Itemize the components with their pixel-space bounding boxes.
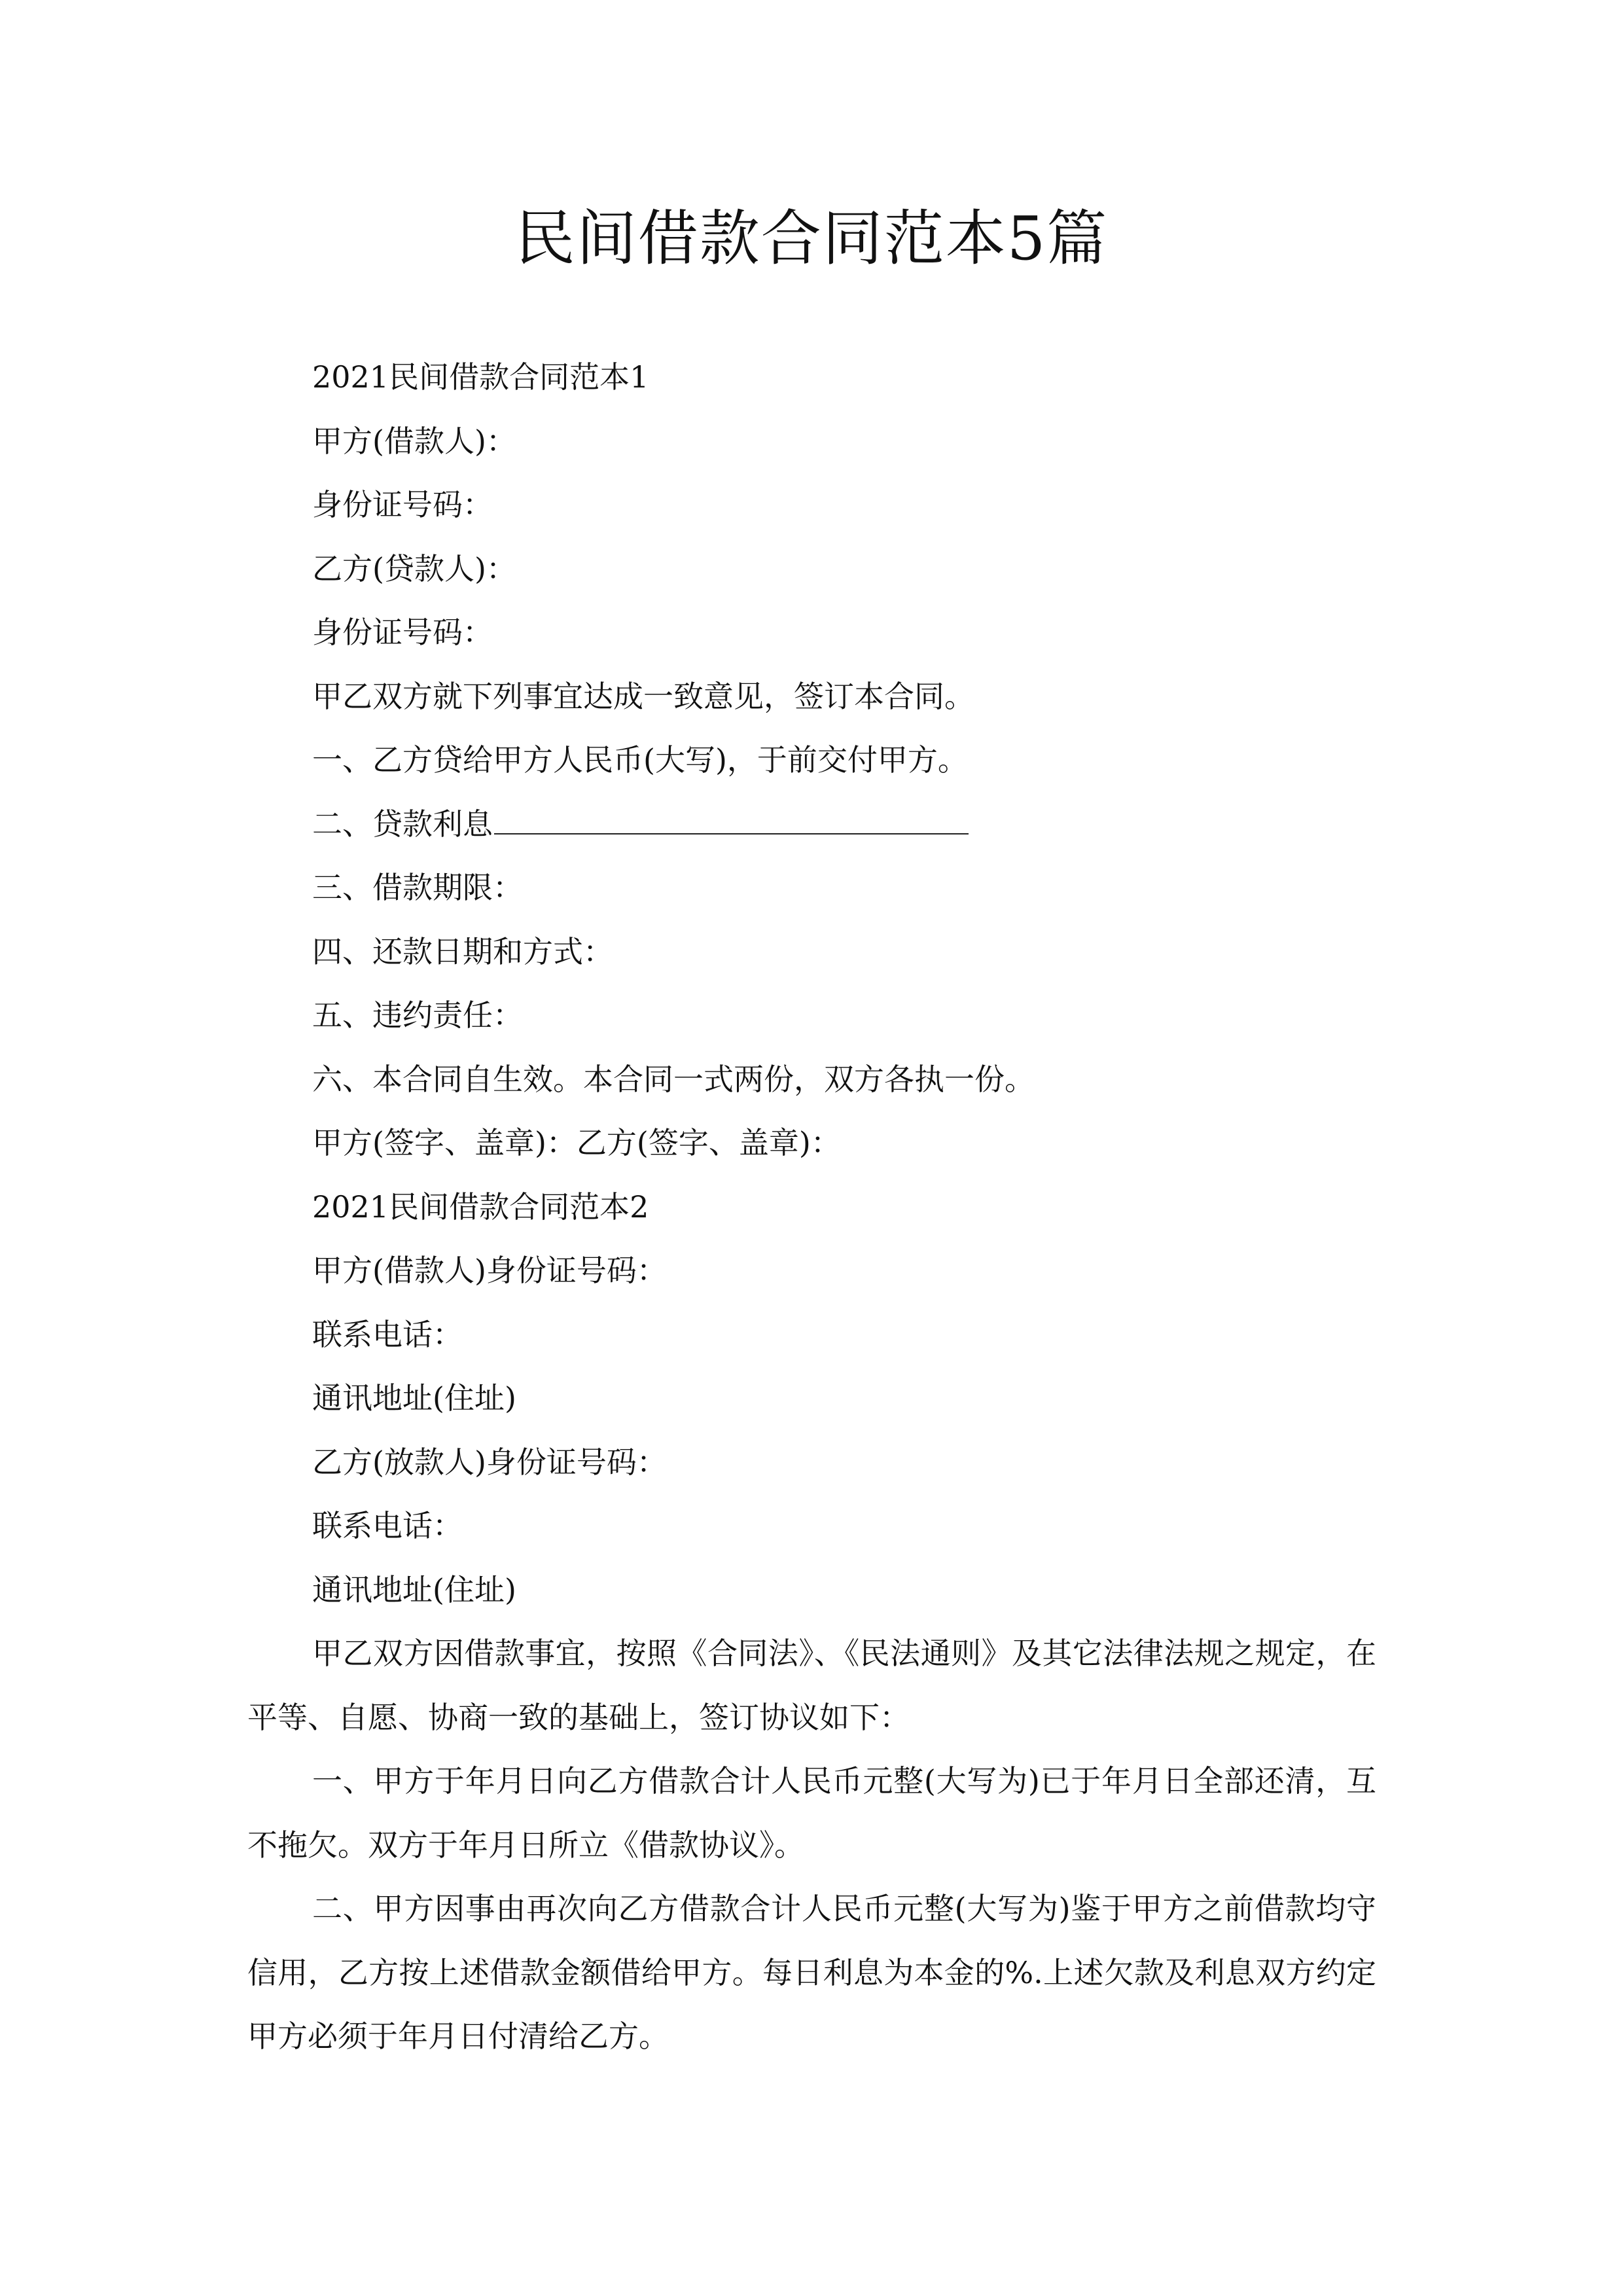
lender-address-field: 通讯地址(住址) (312, 1571, 516, 1607)
clause-1: 一、乙方贷给甲方人民币(大写)，于前交付甲方。 (312, 742, 968, 778)
section-heading-1: 2021民间借款合同范本1 (312, 359, 649, 395)
clause-2 (247, 793, 1376, 857)
clause-2-label: 二、贷款利息 (312, 806, 493, 842)
interest-blank-line (494, 793, 969, 834)
clause-4: 四、还款日期和方式： (312, 933, 613, 969)
lender-id-field: 身份证号码： (312, 615, 493, 650)
borrower-field: 甲方(借款人)： (312, 423, 516, 459)
signature-line: 甲方(签字、盖章)：乙方(签字、盖章)： (312, 1125, 841, 1160)
borrower-id-field: 身份证号码： (312, 487, 493, 522)
lender-id-field-2: 乙方(放款人)身份证号码： (312, 1444, 667, 1480)
lender-phone-field: 联系电话： (312, 1508, 463, 1543)
agreement-statement: 甲乙双方就下列事宜达成一致意见，签订本合同。 (312, 678, 974, 714)
clause-paragraph-2: 二、甲方因事由再次向乙方借款合计人民币元整(大写为)鉴于甲方之前借款均守信用，乙方按上述借款金额借给甲方。每日利息为本金的%.上述欠款及利息双方约定甲方必须于年月日付清给乙方。 (247, 1891, 1376, 2054)
clause-paragraph-1: 一、甲方于年月日向乙方借款合计人民币元整(大写为)已于年月日全部还清，互不拖欠。双方于年月日所立《借款协议》。 (247, 1763, 1376, 1863)
clause-5: 五、违约责任： (312, 997, 523, 1033)
lender-field: 乙方(贷款人)： (312, 550, 516, 586)
section-heading-2: 2021民间借款合同范本2 (312, 1189, 649, 1225)
preamble-paragraph: 甲乙双方因借款事宜，按照《合同法》、《民法通则》及其它法律法规之规定，在平等、自愿、协商一致的基础上，签订协议如下： (247, 1636, 1376, 1735)
borrower-address-field: 通讯地址(住址) (312, 1380, 516, 1416)
borrower-phone-field: 联系电话： (312, 1316, 463, 1352)
clause-6: 六、本合同自生效。本合同一式两份，双方各执一份。 (312, 1061, 1035, 1097)
borrower-id-field-2: 甲方(借款人)身份证号码： (312, 1253, 667, 1288)
clause-3: 三、借款期限： (312, 870, 523, 905)
document-body (247, 346, 1376, 2069)
document-title: 民间借款合同范本5篇 (514, 204, 1109, 274)
